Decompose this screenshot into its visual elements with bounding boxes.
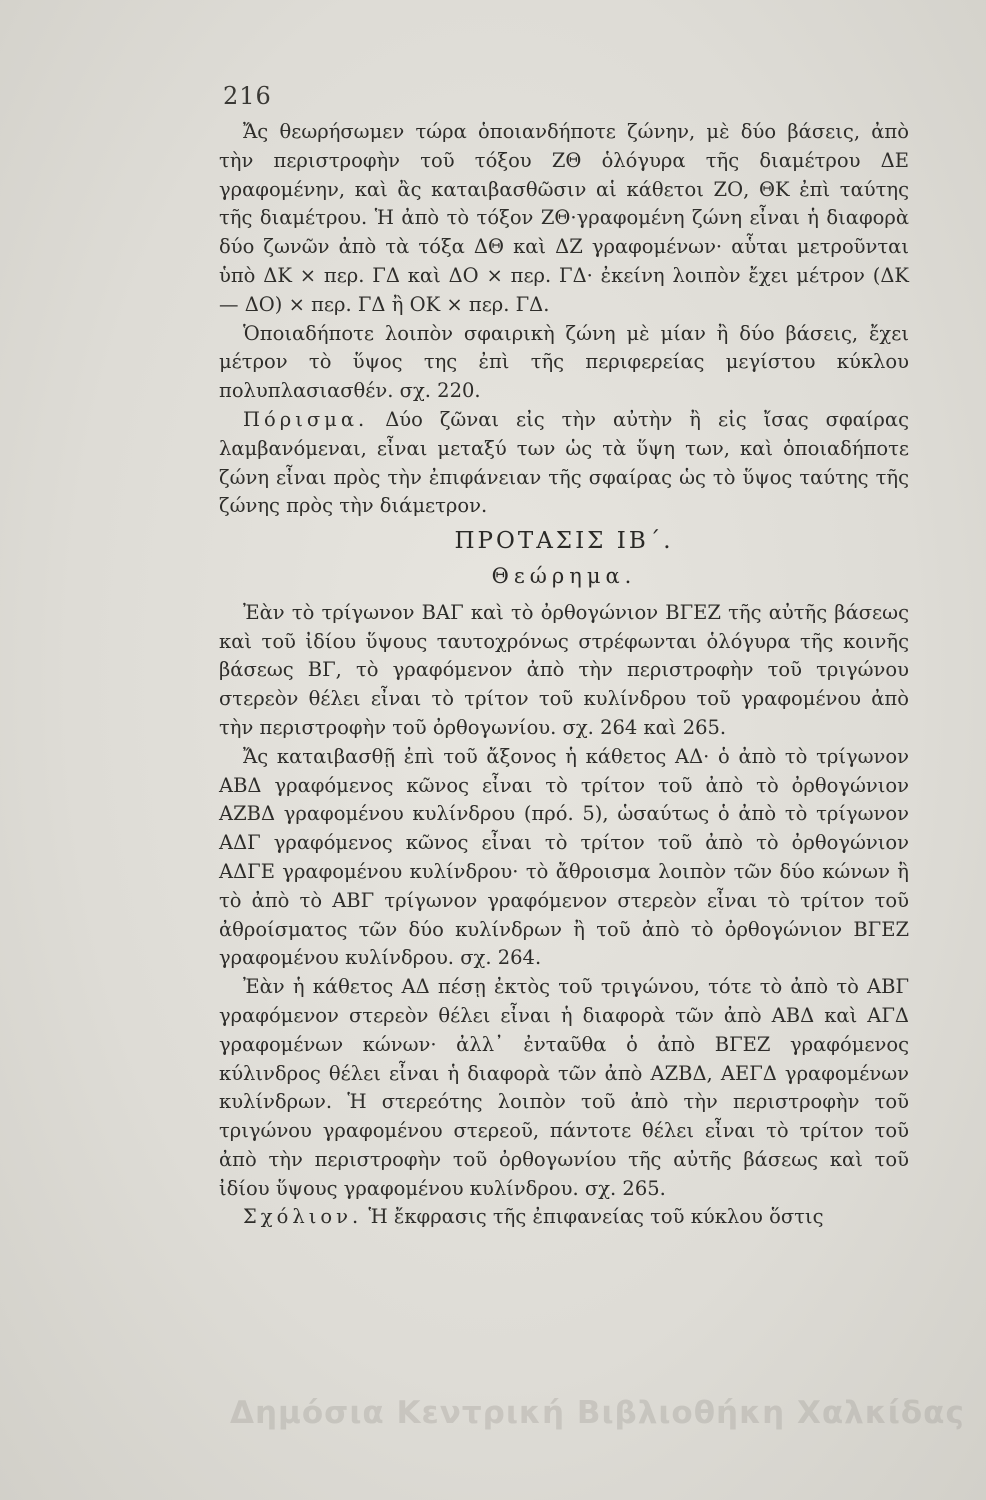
paragraph-theorem: Ἐὰν τὸ τρίγωνον ΒΑΓ καὶ τὸ ὀρθογώνιον ΒΓΕΖ τῆς αὐτῆς βάσεως καὶ τοῦ ἰδίου ὕψους ταυτοχρόνως στρέφωνται ὁλόγυρα τῆς κοινῆς βάσεως ΒΓ, τὸ γραφόμενον ἀπὸ τὴν περιστροφὴν τοῦ τριγώνου στερεὸν θέλει εἶναι τὸ τρίτον τοῦ κυλίνδρου τοῦ γραφομένου ἀπὸ τὴν περιστροφὴν τοῦ ὀρθογωνίου. σχ. 264 καὶ 265. (219, 600, 909, 739)
paragraph-zone-proof: Ἄς θεωρήσωμεν τώρα ὁποιανδήποτε ζώνην, μὲ δύο βάσεις, ἀπὸ τὴν περιστροφὴν τοῦ τόξου ΖΘ ὁλόγυρα τῆς διαμέτρου ΔΕ γραφομένην, καὶ ἂς καταιβασθῶσιν αἱ κάθετοι ΖΟ, ΘΚ ἐπὶ ταύτης τῆς διαμέτρου. Ἡ ἀπὸ τὸ τόξον ΖΘ·γραφομένη ζώνη εἶναι ἡ διαφορὰ δύο ζωνῶν ἀπὸ τὰ τόξα ΔΘ καὶ ΔΖ γραφομένων· αὗται μετροῦνται ὑπὸ ΔΚ ⨯ περ. ΓΔ καὶ ΔΟ ⨯ περ. ΓΔ· ἐκείνη λοιπὸν ἔχει μέτρον (ΔΚ — ΔΟ) ⨯ περ. ΓΔ ἢ ΟΚ ⨯ περ. ΓΔ. (219, 120, 909, 316)
paragraph-proof-outside: Ἐὰν ἡ κάθετος ΑΔ πέσῃ ἐκτὸς τοῦ τριγώνου, τότε τὸ ἀπὸ τὸ ΑΒΓ γραφόμενον στερεὸν θέλει εἶναι ἡ διαφορὰ τῶν ἀπὸ ΑΒΔ καὶ ΑΓΔ γραφομένων κώνων· ἀλλ᾿ ἐνταῦθα ὁ ἀπὸ ΒΓΕΖ γραφόμενος κύλινδρος θέλει εἶναι ἡ διαφορὰ τῶν ἀπὸ ΑΖΒΔ, ΑΕΓΔ γραφομένων κυλίνδρων. Ἡ στερεότης λοιπὸν τοῦ ἀπὸ τὴν περιστροφὴν τοῦ τριγώνου γραφομένου στερεοῦ, πάντοτε θέλει εἶναι τὸ τρίτον τοῦ ἀπὸ τὴν περιστροφὴν τοῦ ὀρθογωνίου τῆς αὐτῆς βάσεως καὶ τοῦ ἰδίου ὕψους γραφομένου κυλίνδρου. σχ. 265. (219, 975, 909, 1200)
page-number: 216 (223, 82, 272, 110)
proposition-heading: ΠΡΟΤΑΣΙΣ ΙΒ΄. (454, 528, 674, 555)
scholium-text: Ἡ ἔκφρασις τῆς ἐπιφανείας τοῦ κύκλου ὅστις (362, 1205, 824, 1229)
scholium-label: Σχόλιον. (243, 1205, 363, 1229)
paragraph-zone-measure: Ὁποιαδήποτε λοιπὸν σφαιρικὴ ζώνη μὲ μίαν ἢ δύο βάσεις, ἔχει μέτρον τὸ ὕψος της ἐπὶ τῆς περιφερείας μεγίστου κύκλου πολυπλασιασθέν. σχ. 220. (219, 321, 909, 403)
paragraph-proof-inside: Ἄς καταιβασθῇ ἐπὶ τοῦ ἄξονος ἡ κάθετος ΑΔ· ὁ ἀπὸ τὸ τρίγωνον ΑΒΔ γραφόμενος κῶνος εἶναι τὸ τρίτον τοῦ ἀπὸ τὸ ὀρθογώνιον ΑΖΒΔ γραφομένου κυλίνδρου (πρό. 5), ὡσαύτως ὁ ἀπὸ τὸ τρίγωνον ΑΔΓ γραφόμενος κῶνος εἶναι τὸ τρίτον τοῦ ἀπὸ τὸ ὀρθογώνιον ΑΔΓΕ γραφομένου κυλίνδρου· τὸ ἄθροισμα λοιπὸν τῶν δύο κώνων ἢ τὸ ἀπὸ τὸ ΑΒΓ τρίγωνον γραφόμενον στερεὸν εἶναι τὸ τρίτον τοῦ ἀθροίσματος τῶν δύο κυλίνδρων ἢ τοῦ ἀπὸ τὸ ὀρθογώνιον ΒΓΕΖ γραφομένου κυλίνδρου. σχ. 264. (219, 744, 909, 970)
paragraph-corollary (219, 406, 909, 521)
corollary-text: Δύο ζῶναι εἰς τὴν αὐτὴν ἢ εἰς ἴσας σφαίρας λαμβανόμεναι, εἶναι μεταξύ των ὡς τὰ ὕψη των, καὶ ὁποιαδήποτε ζώνη εἶναι πρὸς τὴν ἐπιφάνειαν τῆς σφαίρας ὡς τὸ ὕψος ταύτης τῆς ζώνης πρὸς τὴν διάμετρον. (219, 407, 909, 518)
corollary-label: Πόρισμα. (243, 407, 369, 431)
library-watermark: Δημόσια Κεντρική Βιβλιοθήκη Χαλκίδας (230, 1395, 965, 1431)
theorem-subheading: Θεώρημα. (491, 563, 637, 588)
page-body (219, 118, 909, 1232)
paragraph-scholium (219, 1203, 909, 1232)
